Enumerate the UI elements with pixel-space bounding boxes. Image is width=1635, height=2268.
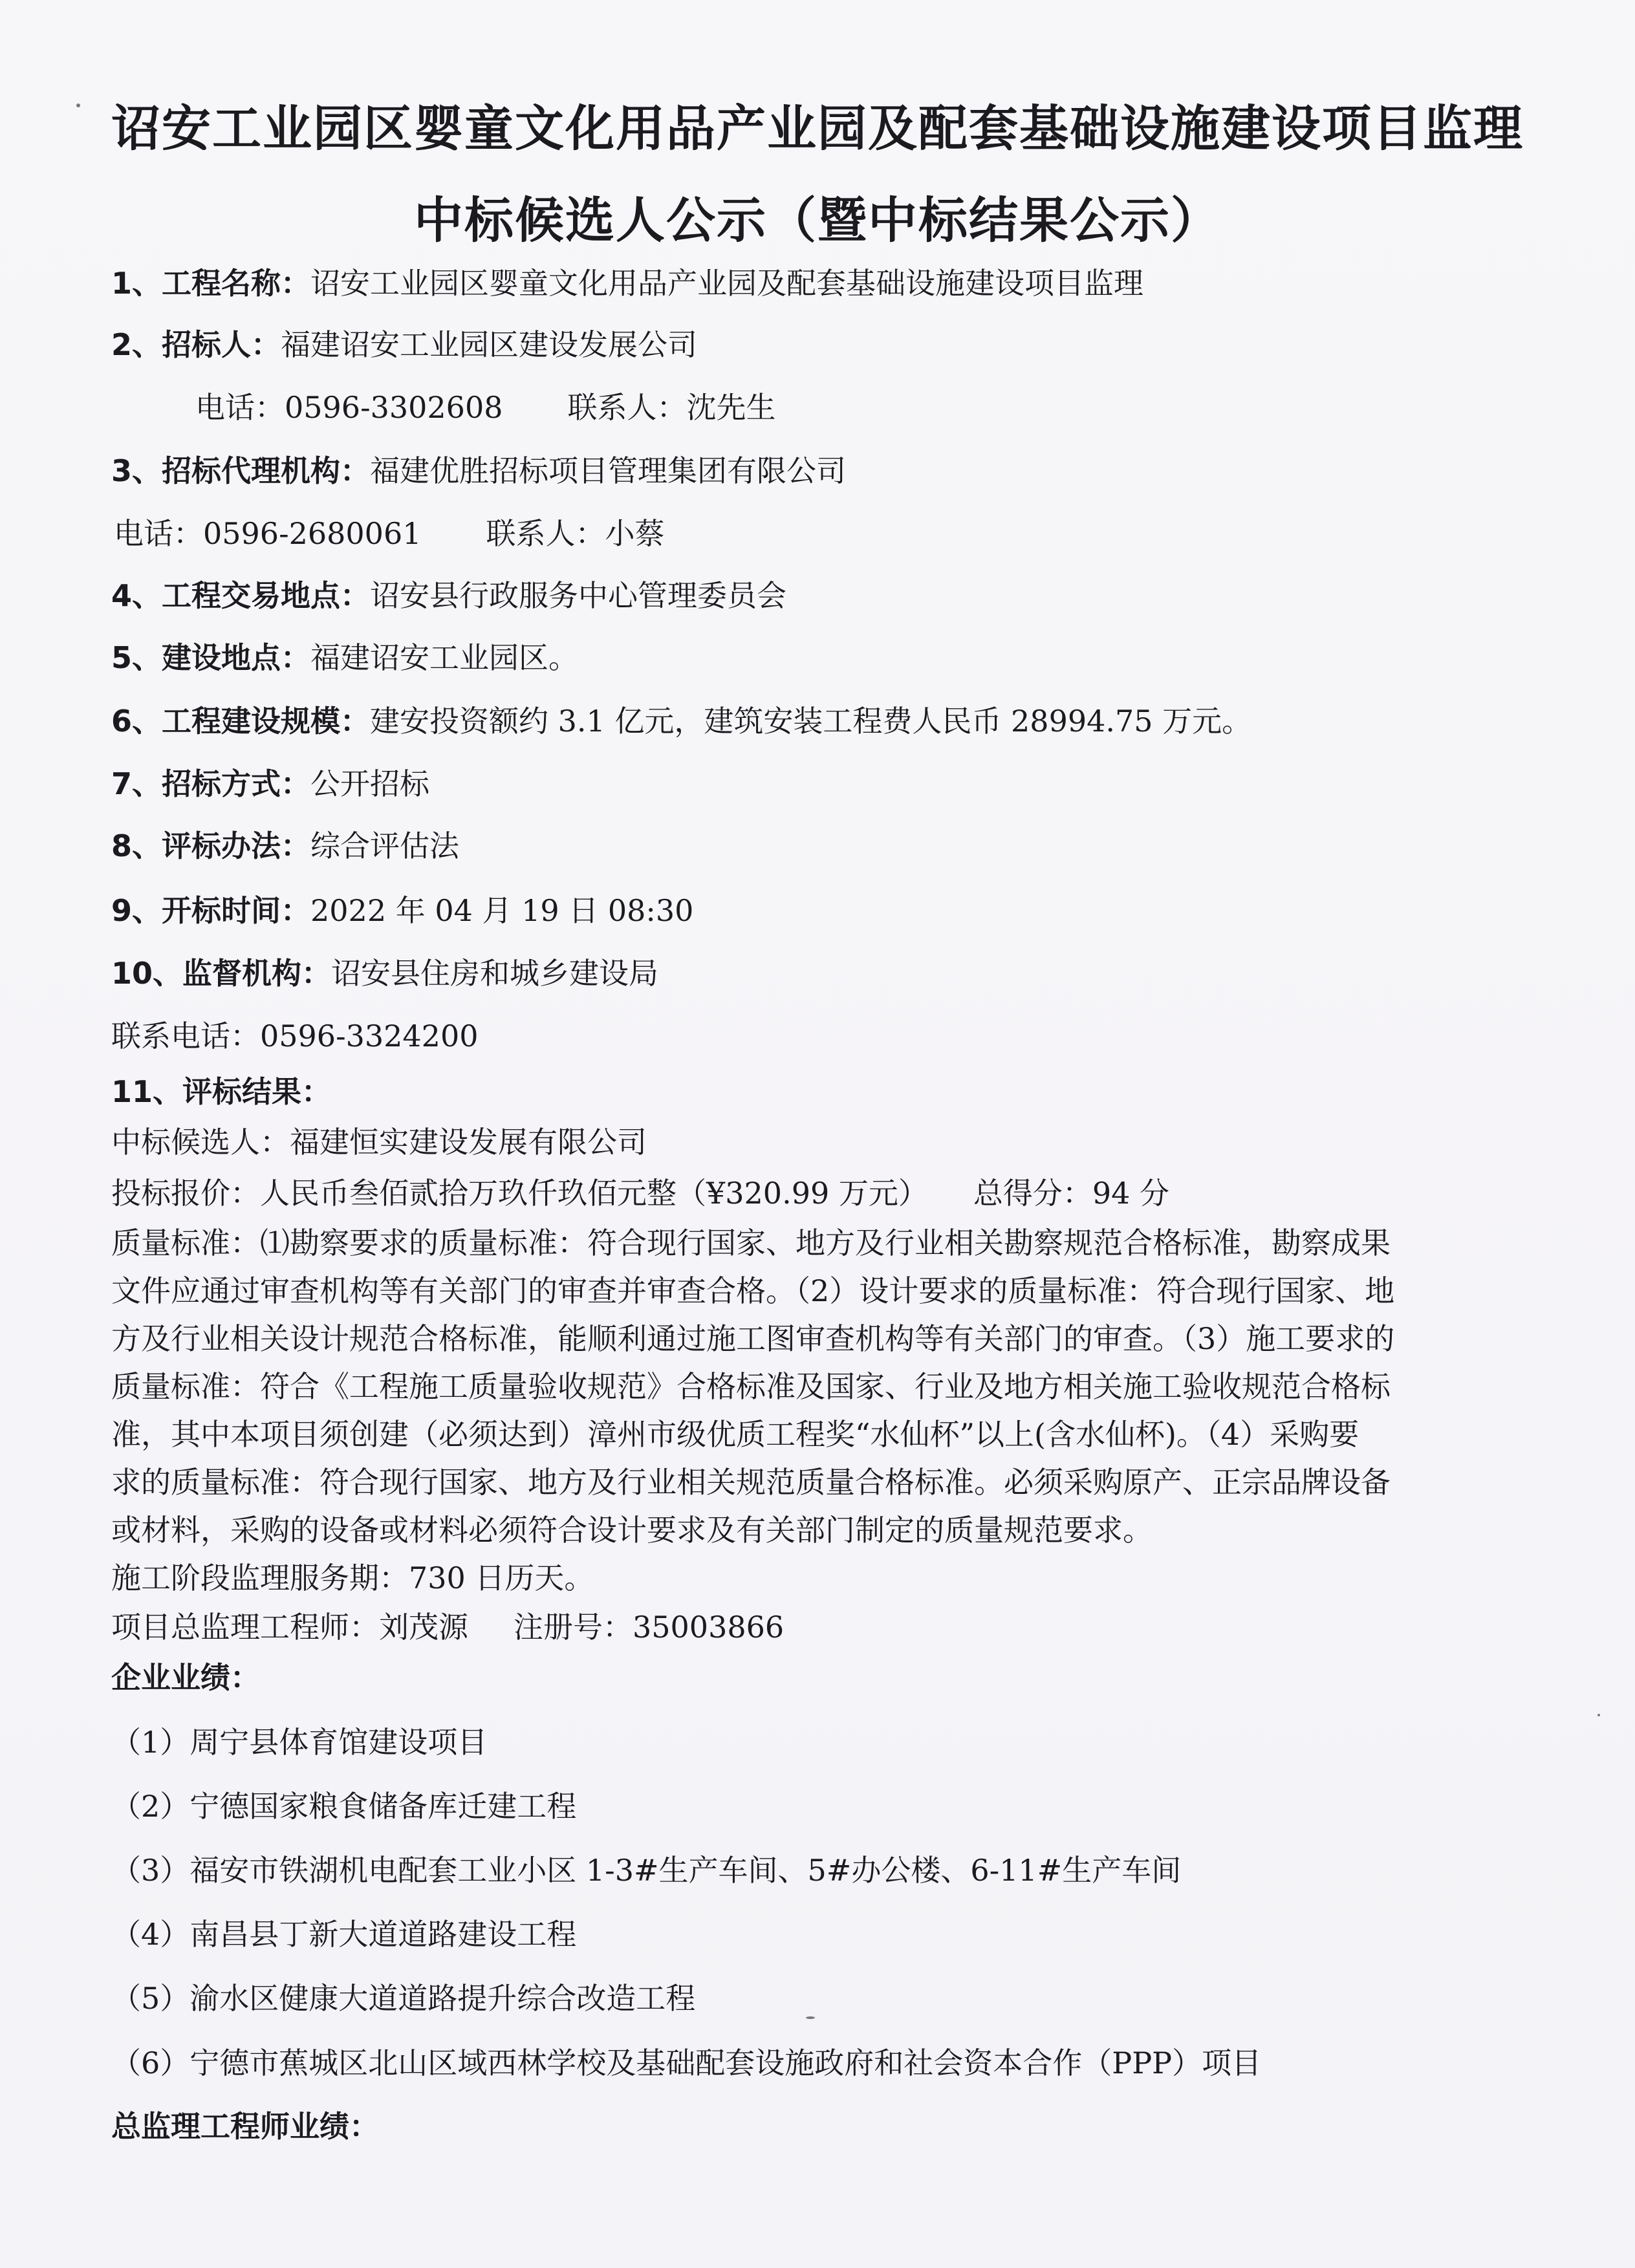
item-scale — [111, 702, 1251, 740]
item-label: 5、建设地点： — [111, 640, 311, 675]
item-value: 福建优胜招标项目管理集团有限公司 — [370, 453, 847, 488]
performance-item: （1）周宁县体育馆建设项目 — [111, 1725, 488, 1760]
supervisor-phone: 联系电话：0596-3324200 — [111, 1019, 479, 1053]
item-label: 6、工程建设规模： — [111, 704, 371, 739]
chief-engineer-line — [111, 1608, 784, 1647]
item-method — [111, 764, 429, 803]
scan-speck — [806, 2016, 815, 2019]
document-title-line1: 诏安工业园区婴童文化用品产业园及配套基础设施建设项目监理 — [111, 100, 1524, 157]
quality-line-5: 准，其中本项目须创建（必须达到）漳州市级优质工程奖“水仙杯”以上(含水仙杯)。（4）采购要 — [111, 1417, 1359, 1452]
agency-contact — [114, 514, 664, 553]
quality-line-7: 或材料，采购的设备或材料必须符合设计要求及有关部门制定的质量规范要求。 — [111, 1513, 1153, 1548]
item-value: 综合评估法 — [310, 828, 460, 863]
item-value: 福建诏安工业园区建设发展公司 — [281, 327, 698, 362]
performance-item: （5）渝水区健康大道道路提升综合改造工程 — [111, 1981, 696, 2016]
document-title-line2: 中标候选人公示（暨中标结果公示） — [414, 191, 1221, 249]
item-value: 诏安工业园区婴童文化用品产业园及配套基础设施建设项目监理 — [310, 266, 1144, 301]
item-result-heading — [111, 1072, 331, 1111]
item-evaluation — [111, 826, 459, 865]
item-venue — [111, 576, 786, 615]
item-label: 8、评标办法： — [111, 828, 311, 863]
item-label: 4、工程交易地点： — [111, 578, 371, 613]
item-label: 1、工程名称： — [111, 266, 311, 301]
engineer-performance-heading: 总监理工程师业绩： — [111, 2109, 379, 2144]
tenderer-phone: 电话：0596-3302608 — [195, 390, 503, 425]
item-label: 3、招标代理机构： — [111, 453, 371, 488]
item-label: 2、招标人： — [111, 327, 281, 362]
item-value: 2022 年 04 月 19 日 08:30 — [310, 893, 694, 928]
item-value: 诏安县住房和城乡建设局 — [331, 956, 659, 991]
tenderer-person: 联系人：沈先生 — [567, 390, 776, 425]
item-label: 10、监督机构： — [111, 956, 332, 991]
item-open-time — [111, 891, 693, 930]
registration-number: 注册号：35003866 — [514, 1610, 785, 1645]
result-bid-line — [111, 1174, 1169, 1213]
result-score: 总得分：94 分 — [973, 1176, 1169, 1211]
item-value: 福建诏安工业园区。 — [310, 640, 579, 675]
item-agency — [111, 451, 846, 490]
item-label: 9、开标时间： — [111, 893, 311, 928]
tenderer-contact — [195, 388, 775, 427]
item-site — [111, 638, 578, 677]
item-value: 诏安县行政服务中心管理委员会 — [370, 578, 787, 613]
agency-phone: 电话：0596-2680061 — [114, 516, 422, 551]
quality-line-4: 质量标准：符合《工程施工质量验收规范》合格标准及国家、行业及地方相关施工验收规范合格标 — [111, 1369, 1391, 1404]
result-bid-price: 投标报价：人民币叁佰贰拾万玖仟玖佰元整（¥320.99 万元） — [111, 1176, 928, 1211]
scan-speck — [76, 103, 80, 107]
quality-line-2: 文件应通过审查机构等有关部门的审查并审查合格。（2）设计要求的质量标准：符合现行国家、地 — [111, 1273, 1395, 1308]
performance-item: （6）宁德市蕉城区北山区域西林学校及基础配套设施政府和社会资本合作（PPP）项目 — [111, 2046, 1262, 2080]
item-project-name — [111, 264, 1143, 303]
item-label: 7、招标方式： — [111, 766, 311, 801]
performance-item: （3）福安市铁湖机电配套工业小区 1-3#生产车间、5#办公楼、6-11#生产车间 — [111, 1853, 1182, 1888]
agency-person: 联系人：小蔡 — [486, 516, 665, 551]
item-label: 11、评标结果： — [111, 1074, 332, 1109]
item-tenderer — [111, 325, 697, 364]
quality-line-6: 求的质量标准：符合现行国家、地方及行业相关规范质量合格标准。必须采购原产、正宗品牌设备 — [111, 1465, 1391, 1500]
performance-item: （2）宁德国家粮食储备库迁建工程 — [111, 1789, 577, 1824]
quality-line-1: 质量标准：⑴勘察要求的质量标准：符合现行国家、地方及行业相关勘察规范合格标准，勘察成果 — [111, 1226, 1391, 1260]
item-value: 公开招标 — [310, 766, 430, 801]
quality-line-3: 方及行业相关设计规范合格标准，能顺利通过施工图审查机构等有关部门的审查。（3）施工要求的 — [111, 1321, 1395, 1356]
scan-speck — [1597, 1714, 1600, 1716]
service-period: 施工阶段监理服务期：730 日历天。 — [111, 1561, 594, 1595]
item-value: 建安投资额约 3.1 亿元，建筑安装工程费人民币 28994.75 万元。 — [370, 704, 1252, 739]
performance-heading: 企业业绩： — [111, 1660, 260, 1695]
result-candidate: 中标候选人：福建恒实建设发展有限公司 — [111, 1125, 647, 1160]
performance-item: （4）南昌县丁新大道道路建设工程 — [111, 1917, 577, 1952]
item-supervisor — [111, 954, 658, 993]
chief-engineer: 项目总监理工程师：刘茂源 — [111, 1610, 468, 1645]
